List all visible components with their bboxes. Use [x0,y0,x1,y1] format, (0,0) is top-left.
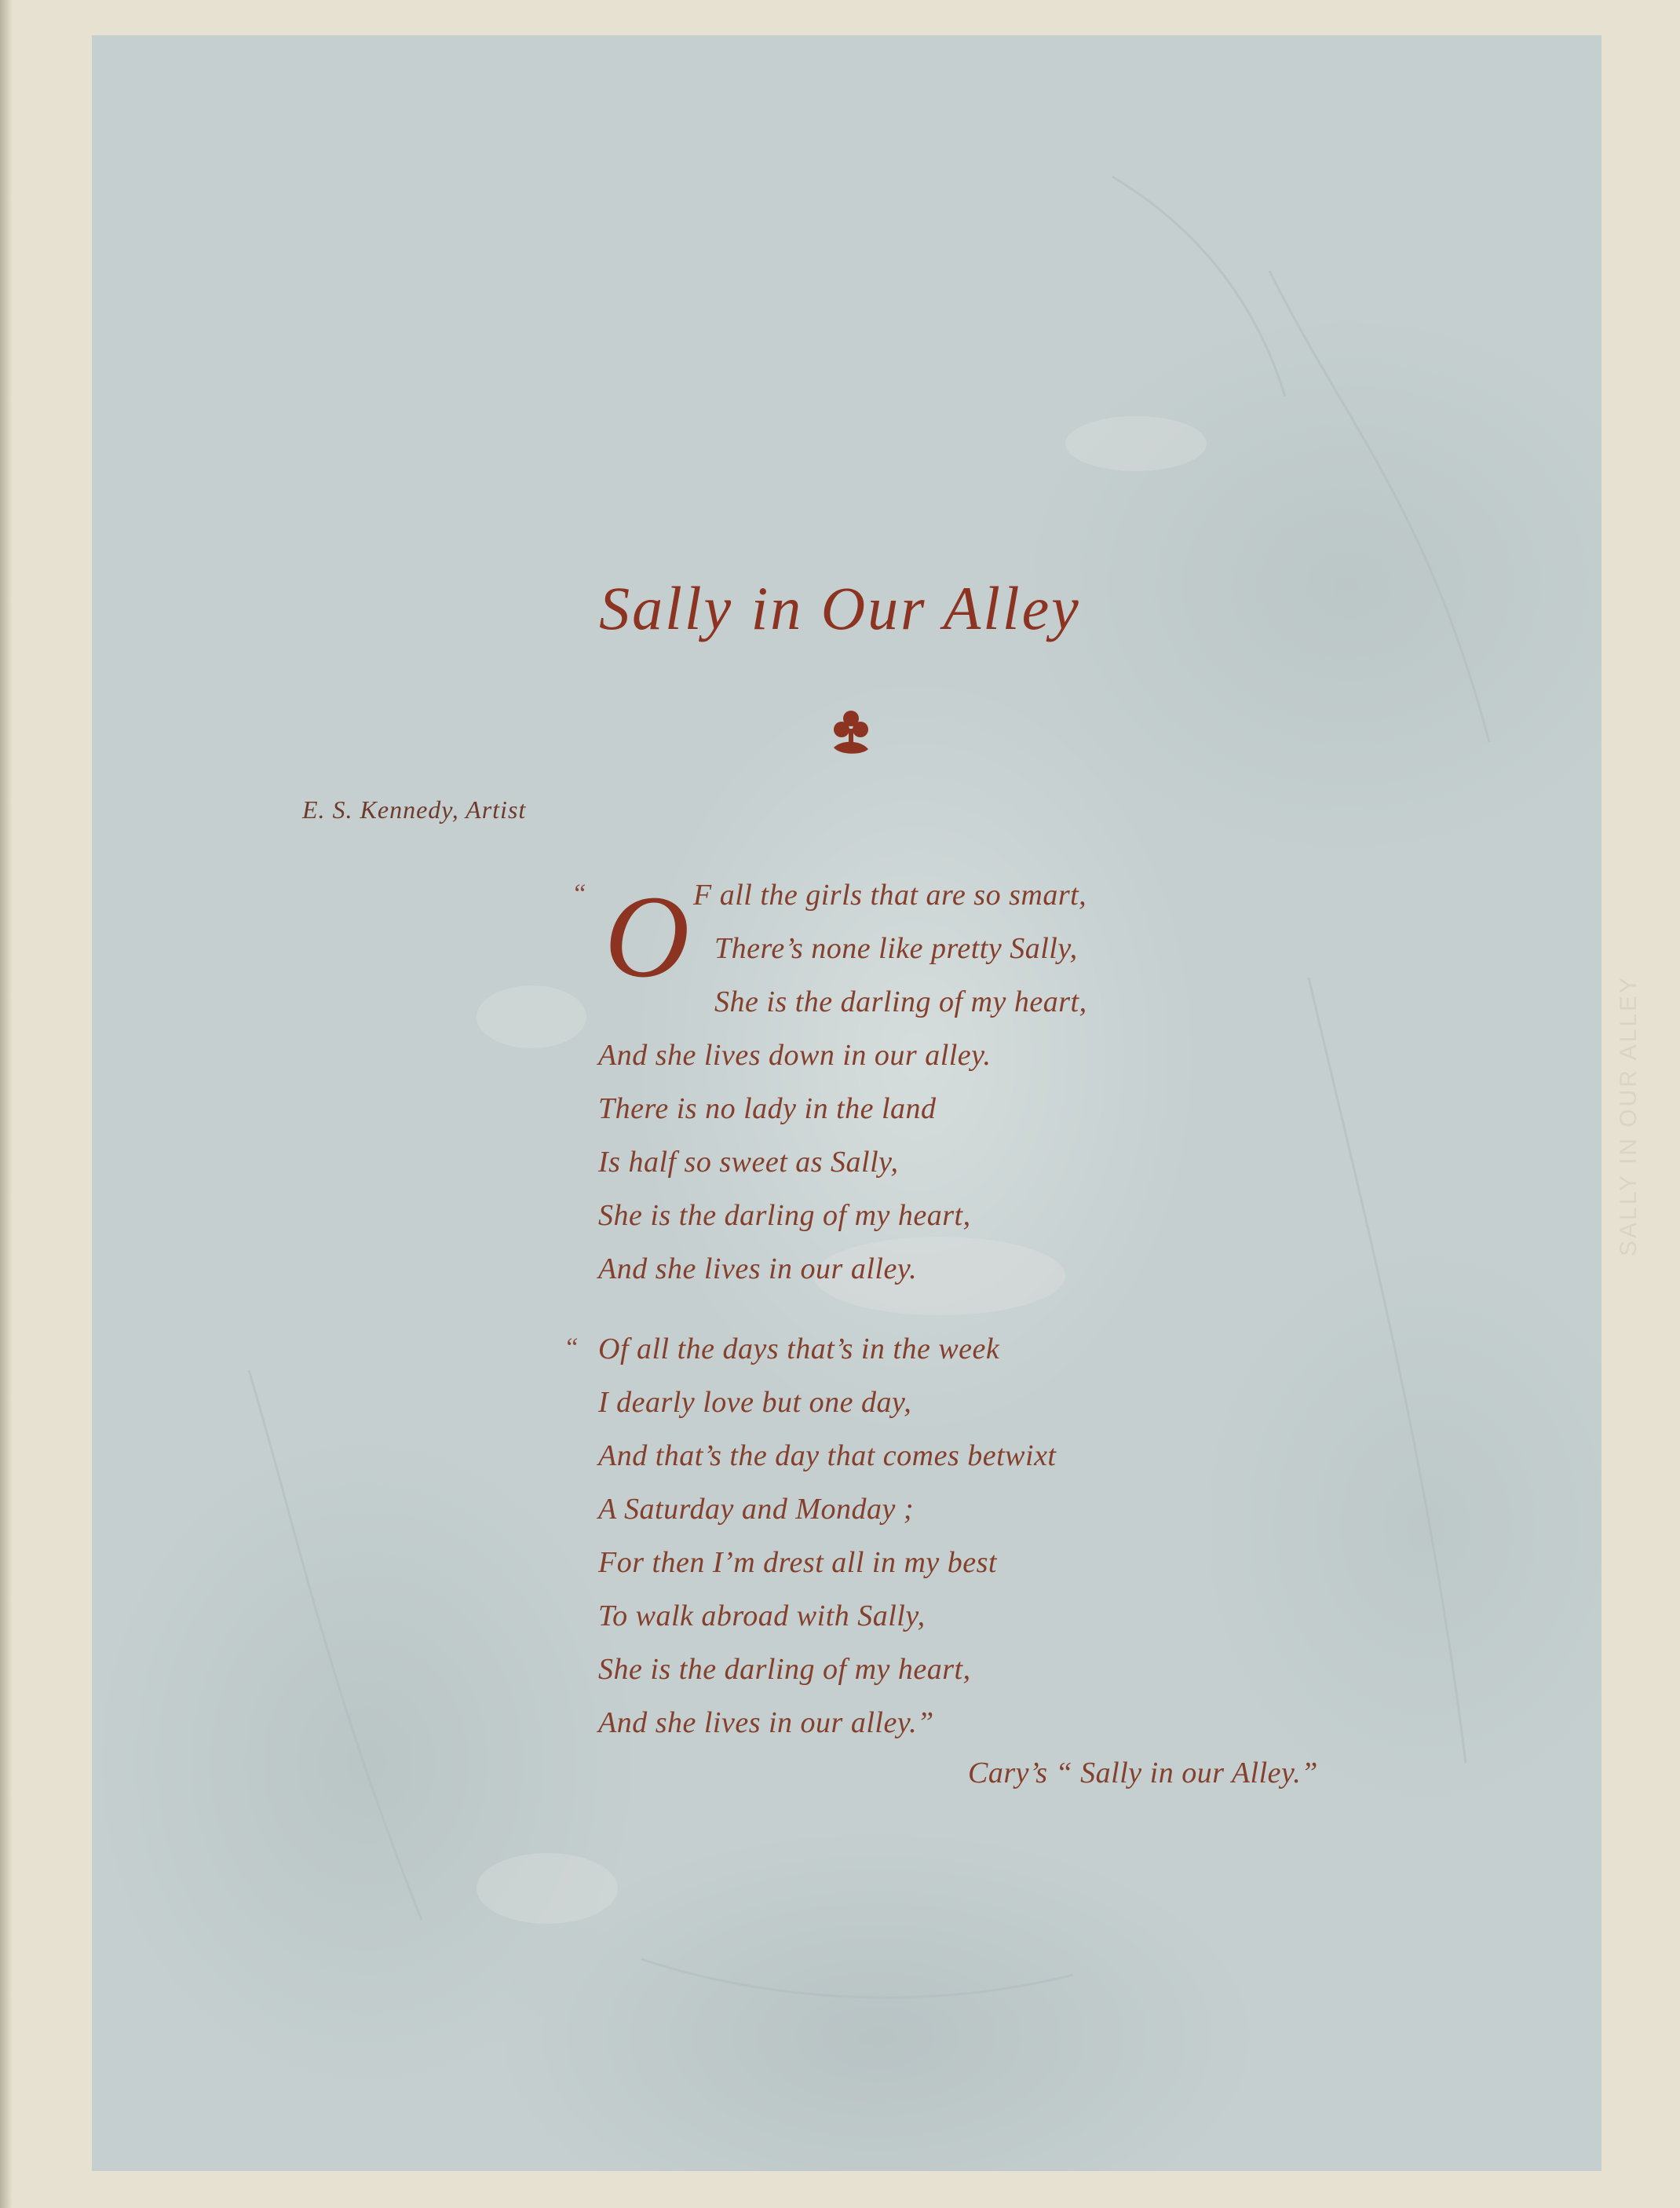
spine-label: SALLY IN OUR ALLEY [1616,974,1642,1256]
verse-line: And she lives in our alley.” [598,1706,934,1739]
verse-line: A Saturday and Monday ; [598,1493,915,1526]
verse-line: Of all the days that’s in the week [598,1332,1000,1365]
poem-title: Sally in Our Alley [599,574,1081,642]
verse-line: For then I’m drest all in my best [598,1546,997,1579]
verse-line: She is the darling of my heart, [598,1199,971,1232]
open-quote-mark: “ [564,1333,579,1362]
verse-line: F all the girls that are so smart, [693,879,1087,912]
poem-attribution: Cary’s “ Sally in our Alley.” [968,1757,1318,1789]
club-ornament-icon [831,708,871,757]
verse-line: She is the darling of my heart, [598,1653,971,1686]
open-quote-mark: “ [572,879,586,908]
verse-line: There’s none like pretty Sally, [714,932,1078,965]
verse-line: And she lives down in our alley. [598,1039,992,1072]
verse-line: She is the darling of my heart, [714,985,1087,1018]
verse-line: To walk abroad with Sally, [598,1599,926,1632]
verse-line: There is no lady in the land [598,1092,937,1125]
artist-credit: E. S. Kennedy, Artist [302,795,527,824]
verse-line: Is half so sweet as Sally, [598,1146,899,1179]
verse-line: I dearly love but one day, [598,1386,912,1419]
drop-cap: O [604,872,690,1002]
verse-line: And that’s the day that comes betwixt [598,1439,1057,1472]
verse-line: And she lives in our alley. [598,1252,918,1285]
page-binding-edge [0,0,13,2208]
